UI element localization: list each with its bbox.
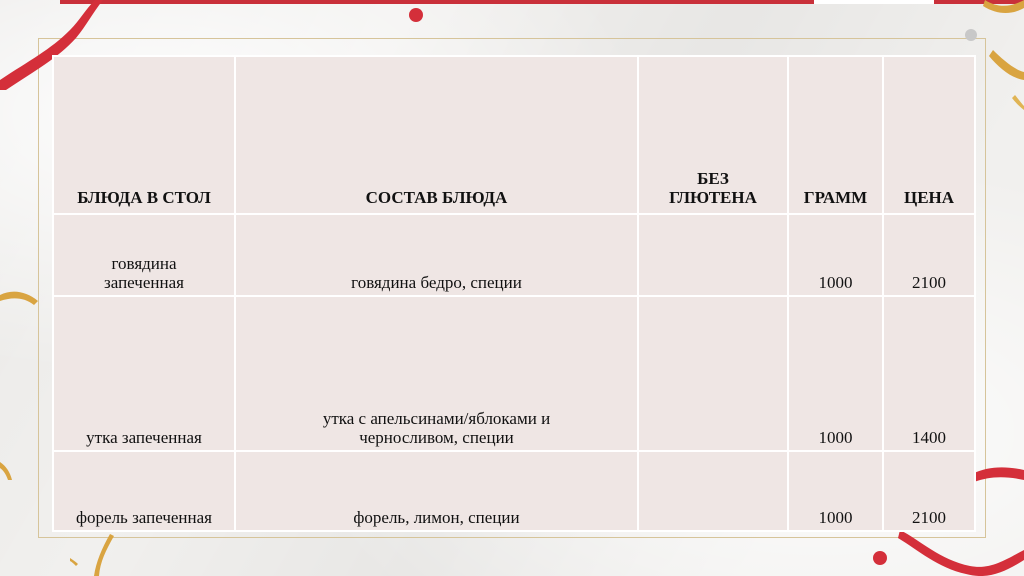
cell-price: 2100: [883, 451, 975, 531]
cell-price: 1400: [883, 296, 975, 451]
ribbon-left-gold-decoration: [0, 285, 44, 315]
table-row: [53, 296, 975, 451]
header-grams: ГРАММ: [788, 56, 883, 214]
cell-gluten-free: [638, 214, 788, 296]
header-composition: СОСТАВ БЛЮДА: [235, 56, 638, 214]
cell-dish: утка запеченная: [53, 296, 235, 451]
header-gluten-free: БЕЗ ГЛЮТЕНА: [638, 56, 788, 214]
cell-price: 2100: [883, 214, 975, 296]
ribbon-top-right-decoration: [975, 0, 1024, 110]
header-dishes: БЛЮДА В СТОЛ: [53, 56, 235, 214]
cell-composition: говядина бедро, специи: [235, 214, 638, 296]
ribbon-bottom-right-decoration: [860, 530, 1024, 576]
cell-dish: говядина запеченная: [53, 214, 235, 296]
ribbon-bottom-left-decoration: [70, 528, 120, 576]
cell-grams: 1000: [788, 451, 883, 531]
table-row: [53, 451, 975, 531]
table-header-row: [53, 56, 975, 214]
ribbon-left-small-decoration: [0, 458, 20, 482]
cell-dish: форель запеченная: [53, 451, 235, 531]
top-line-gap: [814, 0, 934, 4]
cell-gluten-free: [638, 296, 788, 451]
header-price: ЦЕНА: [883, 56, 975, 214]
ball-red-decoration: [407, 6, 425, 24]
ribbon-right-red-decoration: [972, 460, 1024, 490]
cell-grams: 1000: [788, 296, 883, 451]
cell-composition: утка с апельсинами/яблоками и черносливом, специи: [235, 296, 638, 451]
cell-gluten-free: [638, 451, 788, 531]
table-row: [53, 214, 975, 296]
menu-table: [52, 55, 976, 532]
cell-composition: форель, лимон, специи: [235, 451, 638, 531]
cell-grams: 1000: [788, 214, 883, 296]
